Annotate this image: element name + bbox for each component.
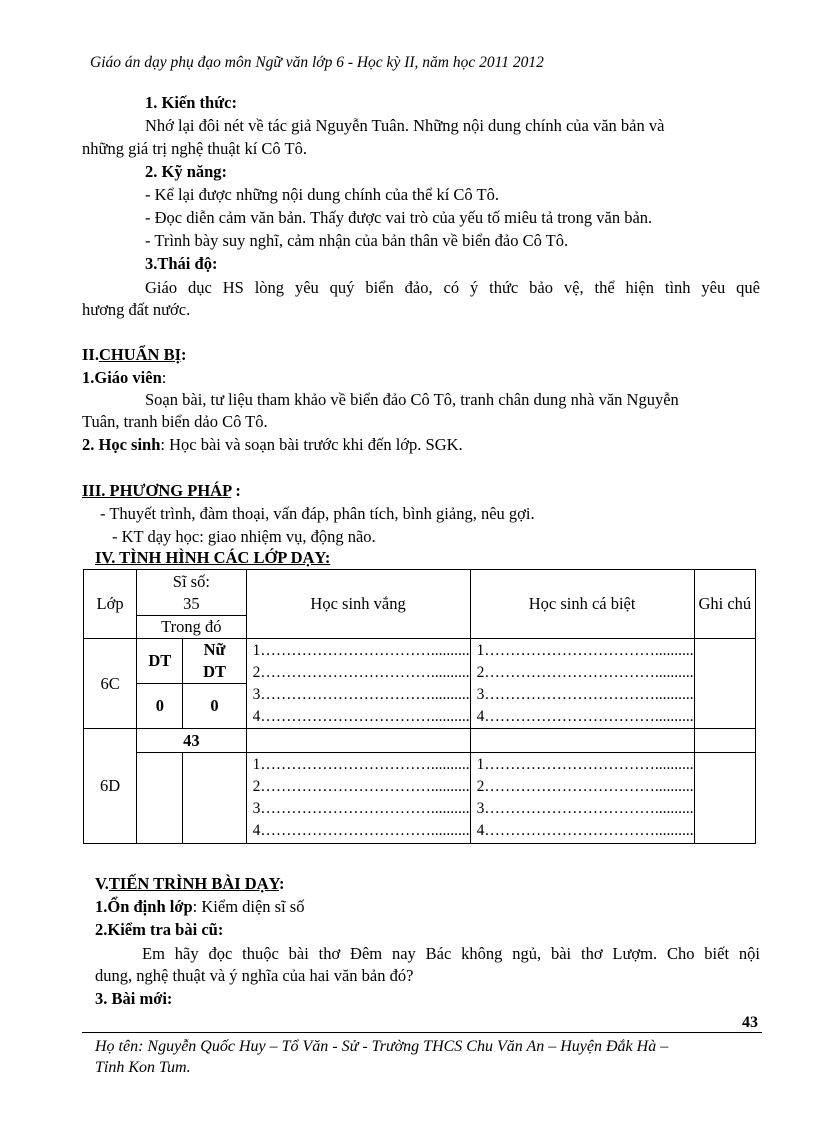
class-6d: 6D: [84, 729, 137, 844]
section-3-title: [82, 480, 241, 502]
nu-dt-value-6c: 0: [183, 684, 246, 729]
list-item: 2……………………………..........: [252, 778, 470, 795]
footer-divider: [82, 1032, 762, 1033]
nu-dt-value-6d: [183, 753, 246, 844]
student-row: [82, 434, 463, 456]
special-list-6c: [470, 639, 694, 729]
class-status-table: [83, 569, 756, 844]
header-note: Ghi chú: [694, 570, 755, 639]
section-2-heading: CHUẨN BỊ: [98, 345, 182, 364]
skill-item-1: - Kể lại được những nội dung chính của thể kí Cô Tô.: [145, 185, 499, 204]
step-2-line-2: dung, nghệ thuật và ý nghĩa của hai văn bản đó?: [95, 966, 414, 985]
siso-6d: 43: [137, 729, 246, 753]
special-list-6d: [470, 753, 694, 844]
teacher-line-2: Tuân, tranh biển dảo Cô Tô.: [82, 412, 268, 431]
student-text: : Học bài và soạn bài trước khi đến lớp. SGK.: [160, 435, 463, 454]
teacher-line-1: Soạn bài, tư liệu tham khảo về biển đảo Cô Tô, tranh chân dung nhà văn Nguyễn: [145, 390, 679, 409]
student-label: 2. Học sinh: [82, 435, 161, 454]
step-2-label: 2.Kiểm tra bài cũ:: [95, 920, 224, 939]
list-item: 2……………………………..........: [252, 663, 470, 681]
knowledge-line-2: những giá trị nghệ thuật kí Cô Tô.: [82, 139, 307, 158]
step-2-line-1: Em hãy đọc thuộc bài thơ Đêm nay Bác không ngủ, bài thơ Lượm. Cho biết nội: [142, 944, 760, 963]
teacher-label: 1.Giáo viên: [82, 368, 162, 387]
note-6c: [694, 639, 755, 729]
absent-6d-top: [246, 729, 470, 753]
nu-dt-header-1: Nữ: [203, 640, 226, 659]
method-item-2: - KT dạy học: giao nhiệm vụ, động não.: [112, 527, 376, 546]
dt-value-6c: 0: [137, 684, 183, 729]
list-item: 4……………………………..........: [476, 822, 694, 839]
list-item: 1……………………………..........: [476, 756, 694, 773]
section-3-colon: :: [231, 481, 241, 500]
teacher-colon: :: [161, 368, 167, 387]
list-item: 4……………………………..........: [252, 822, 470, 839]
skill-item-3: - Trình bày suy nghĩ, cảm nhận của bản thân về biển đảo Cô Tô.: [145, 231, 569, 250]
header-absent: Học sinh vắng: [246, 570, 470, 639]
list-item: 3……………………………..........: [252, 685, 470, 703]
absent-list-6c: [246, 639, 470, 729]
step-1-row: [95, 896, 304, 918]
section-4-title: IV. TÌNH HÌNH CÁC LỚP DẠY:: [95, 548, 331, 567]
nu-dt-header: [183, 639, 246, 684]
dt-value-6d: [137, 753, 183, 844]
header-special: Học sinh cá biệt: [470, 570, 694, 639]
class-6c: 6C: [84, 639, 137, 729]
section-3-heading: III. PHƯƠNG PHÁP: [82, 481, 232, 500]
header-siso-label: Sĩ số:: [172, 571, 210, 591]
section-2-title: [82, 344, 187, 366]
dt-header: DT: [137, 639, 183, 684]
step-3-label: 3. Bài mới:: [95, 989, 173, 1008]
header-siso-value: 35: [183, 593, 200, 613]
header-siso: [137, 570, 246, 616]
skill-item-2: - Đọc diễn cảm văn bản. Thấy được vai trò của yếu tố miêu tả trong văn bản.: [145, 208, 653, 227]
section-5-number: V.: [95, 874, 109, 893]
page-header: Giáo án dạy phụ đạo môn Ngữ văn lớp 6 - Học kỳ II, năm học 2011 2012: [90, 54, 544, 71]
list-item: 4……………………………..........: [252, 707, 470, 725]
header-trongdo: Trong đó: [137, 616, 246, 639]
list-item: 4……………………………..........: [476, 707, 694, 725]
page-number: 43: [742, 1014, 758, 1031]
section-5-colon: :: [279, 874, 285, 893]
footer-line-1: Họ tên: Nguyễn Quốc Huy – Tổ Văn - Sử - Trường THCS Chu Văn An – Huyện Đắk Hà –: [95, 1038, 669, 1055]
absent-list-6d: [246, 753, 470, 844]
list-item: 3……………………………..........: [476, 685, 694, 703]
list-item: 1……………………………..........: [252, 641, 470, 659]
list-item: 1……………………………..........: [252, 756, 470, 773]
knowledge-line-1: Nhớ lại đôi nét về tác giả Nguyễn Tuân. Những nội dung chính của văn bản và: [145, 116, 665, 135]
header-class: Lớp: [84, 570, 137, 639]
method-item-1: - Thuyết trình, đàm thoại, vấn đáp, phân tích, bình giảng, nêu gợi.: [100, 504, 535, 523]
teacher-row: [82, 367, 166, 389]
list-item: 2……………………………..........: [476, 663, 694, 681]
section-5-heading: TIẾN TRÌNH BÀI DẠY: [108, 874, 280, 893]
skills-title: 2. Kỹ năng:: [145, 162, 228, 181]
list-item: 3……………………………..........: [476, 800, 694, 817]
section-2-number: II.: [82, 345, 99, 364]
list-item: 3……………………………..........: [252, 800, 470, 817]
attitude-line-1: Giáo dục HS lòng yêu quý biển đảo, có ý thức bảo vệ, thể hiện tình yêu quê: [145, 278, 760, 297]
attitude-line-2: hương đất nước.: [82, 300, 191, 319]
list-item: 2……………………………..........: [476, 778, 694, 795]
step-1-text: : Kiểm diện sĩ số: [192, 897, 305, 916]
step-1-label: 1.Ổn định lớp: [95, 897, 193, 916]
note-6d-top: [694, 729, 755, 753]
knowledge-title: 1. Kiến thức:: [145, 93, 237, 112]
section-5-title: [95, 873, 285, 895]
list-item: 1……………………………..........: [476, 641, 694, 659]
special-6d-top: [470, 729, 694, 753]
nu-dt-header-2: DT: [203, 662, 226, 681]
section-2-colon: :: [181, 345, 187, 364]
footer-line-2: Tỉnh Kon Tum.: [95, 1059, 191, 1076]
attitude-title: 3.Thái độ:: [145, 254, 218, 273]
note-6d: [694, 753, 755, 844]
